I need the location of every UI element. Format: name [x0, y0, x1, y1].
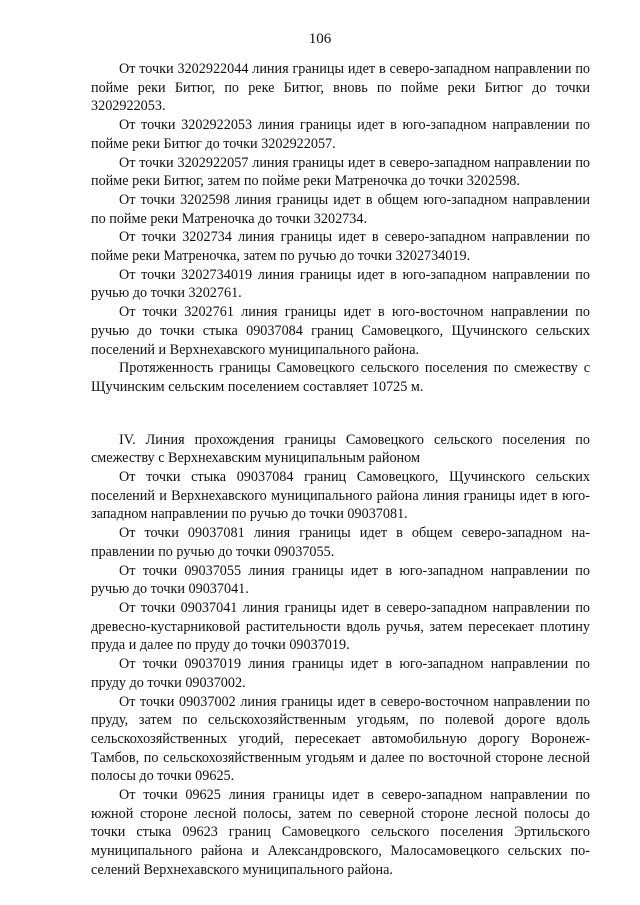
paragraph: От точки 3202734019 линия границы идет в юго-западном направлении по ручью до точки 3202761. [91, 266, 590, 302]
paragraph: От точки 3202922057 линия границы идет в северо-западном направлении по пойме реки Битюг, затем по пойме реки Матреночка до точки 3202598. [91, 154, 590, 190]
paragraph: От точки 09037002 линия границы идет в северо-восточном направлении по пруду, затем по сельскохозяйственным угодьям, по полевой дороге вдоль сельскохозяйственных угодий, пересекает автомобильную дорогу Воронеж-Тамбов, по сельскохозяйственным угодьям и далее по восточной стороне лесной полосы до точки 09625. [91, 693, 590, 785]
page-number: 106 [308, 31, 332, 47]
paragraph: От точки 3202761 линия границы идет в юго-восточном направлении по ручью до точки стыка 09037084 границ Самовецкого, Щучинского сельских поселений и Верхнехавского муниципального района. [91, 304, 590, 358]
paragraph: От точки 09037041 линия границы идет в северо-западном направлении по древесно-кустарниковой растительности вдоль ручья, затем пересекает плотину пруда и далее по пруду до точки 09037019. [91, 599, 590, 654]
paragraph: От точки 09037055 линия границы идет в юго-западном направлении по ручью до точки 09037041. [91, 562, 590, 598]
paragraph: От точки стыка 09037084 границ Самовецкого, Щучинского сельских поселений и Верхнехавского муниципального района линия границы идет в юго-западном направлении по ручью до точки 09037081. [91, 469, 590, 523]
document-body [91, 60, 590, 880]
paragraph: От точки 3202734 линия границы идет в северо-западном направлении по пойме реки Матреночка, затем по ручью до точки 3202734019. [91, 229, 590, 265]
paragraph: От точки 09037081 линия границы идет в общем северо-западном направлении по ручью до точки 09037055. [91, 525, 590, 560]
section-heading: IV. Линия прохождения границы Самовецкого сельского поселения по смежеству с Верхнехавским муниципальным районом [91, 431, 590, 467]
paragraph: От точки 09625 линия границы идет в северо-западном направлении по южной стороне лесной полосы, затем по северной стороне лесной полосы до точки стыка 09623 границ Самовецкого сельского поселения Эртильского муниципального района и Александровского, Малосамовецкого сельских поселений Верхнехавского муниципального района. [91, 787, 590, 878]
paragraph: Протяженность границы Самовецкого сельского поселения по смежеству с Щучинским сельским поселением составляет 10725 м. [91, 360, 590, 395]
paragraph: От точки 09037019 линия границы идет в юго-западном направлении по пруду до точки 09037002. [91, 656, 590, 691]
paragraph: От точки 3202922053 линия границы идет в юго-западном направлении по пойме реки Битюг до точки 3202922057. [91, 117, 590, 152]
paragraph: От точки 3202922044 линия границы идет в северо-западном направлении по пойме реки Битюг, по реке Битюг, вновь по пойме реки Битюг до точки 3202922053. [91, 61, 590, 115]
paragraph: От точки 3202598 линия границы идет в общем юго-западном направлении по пойме реки Матреночка до точки 3202734. [91, 191, 590, 227]
